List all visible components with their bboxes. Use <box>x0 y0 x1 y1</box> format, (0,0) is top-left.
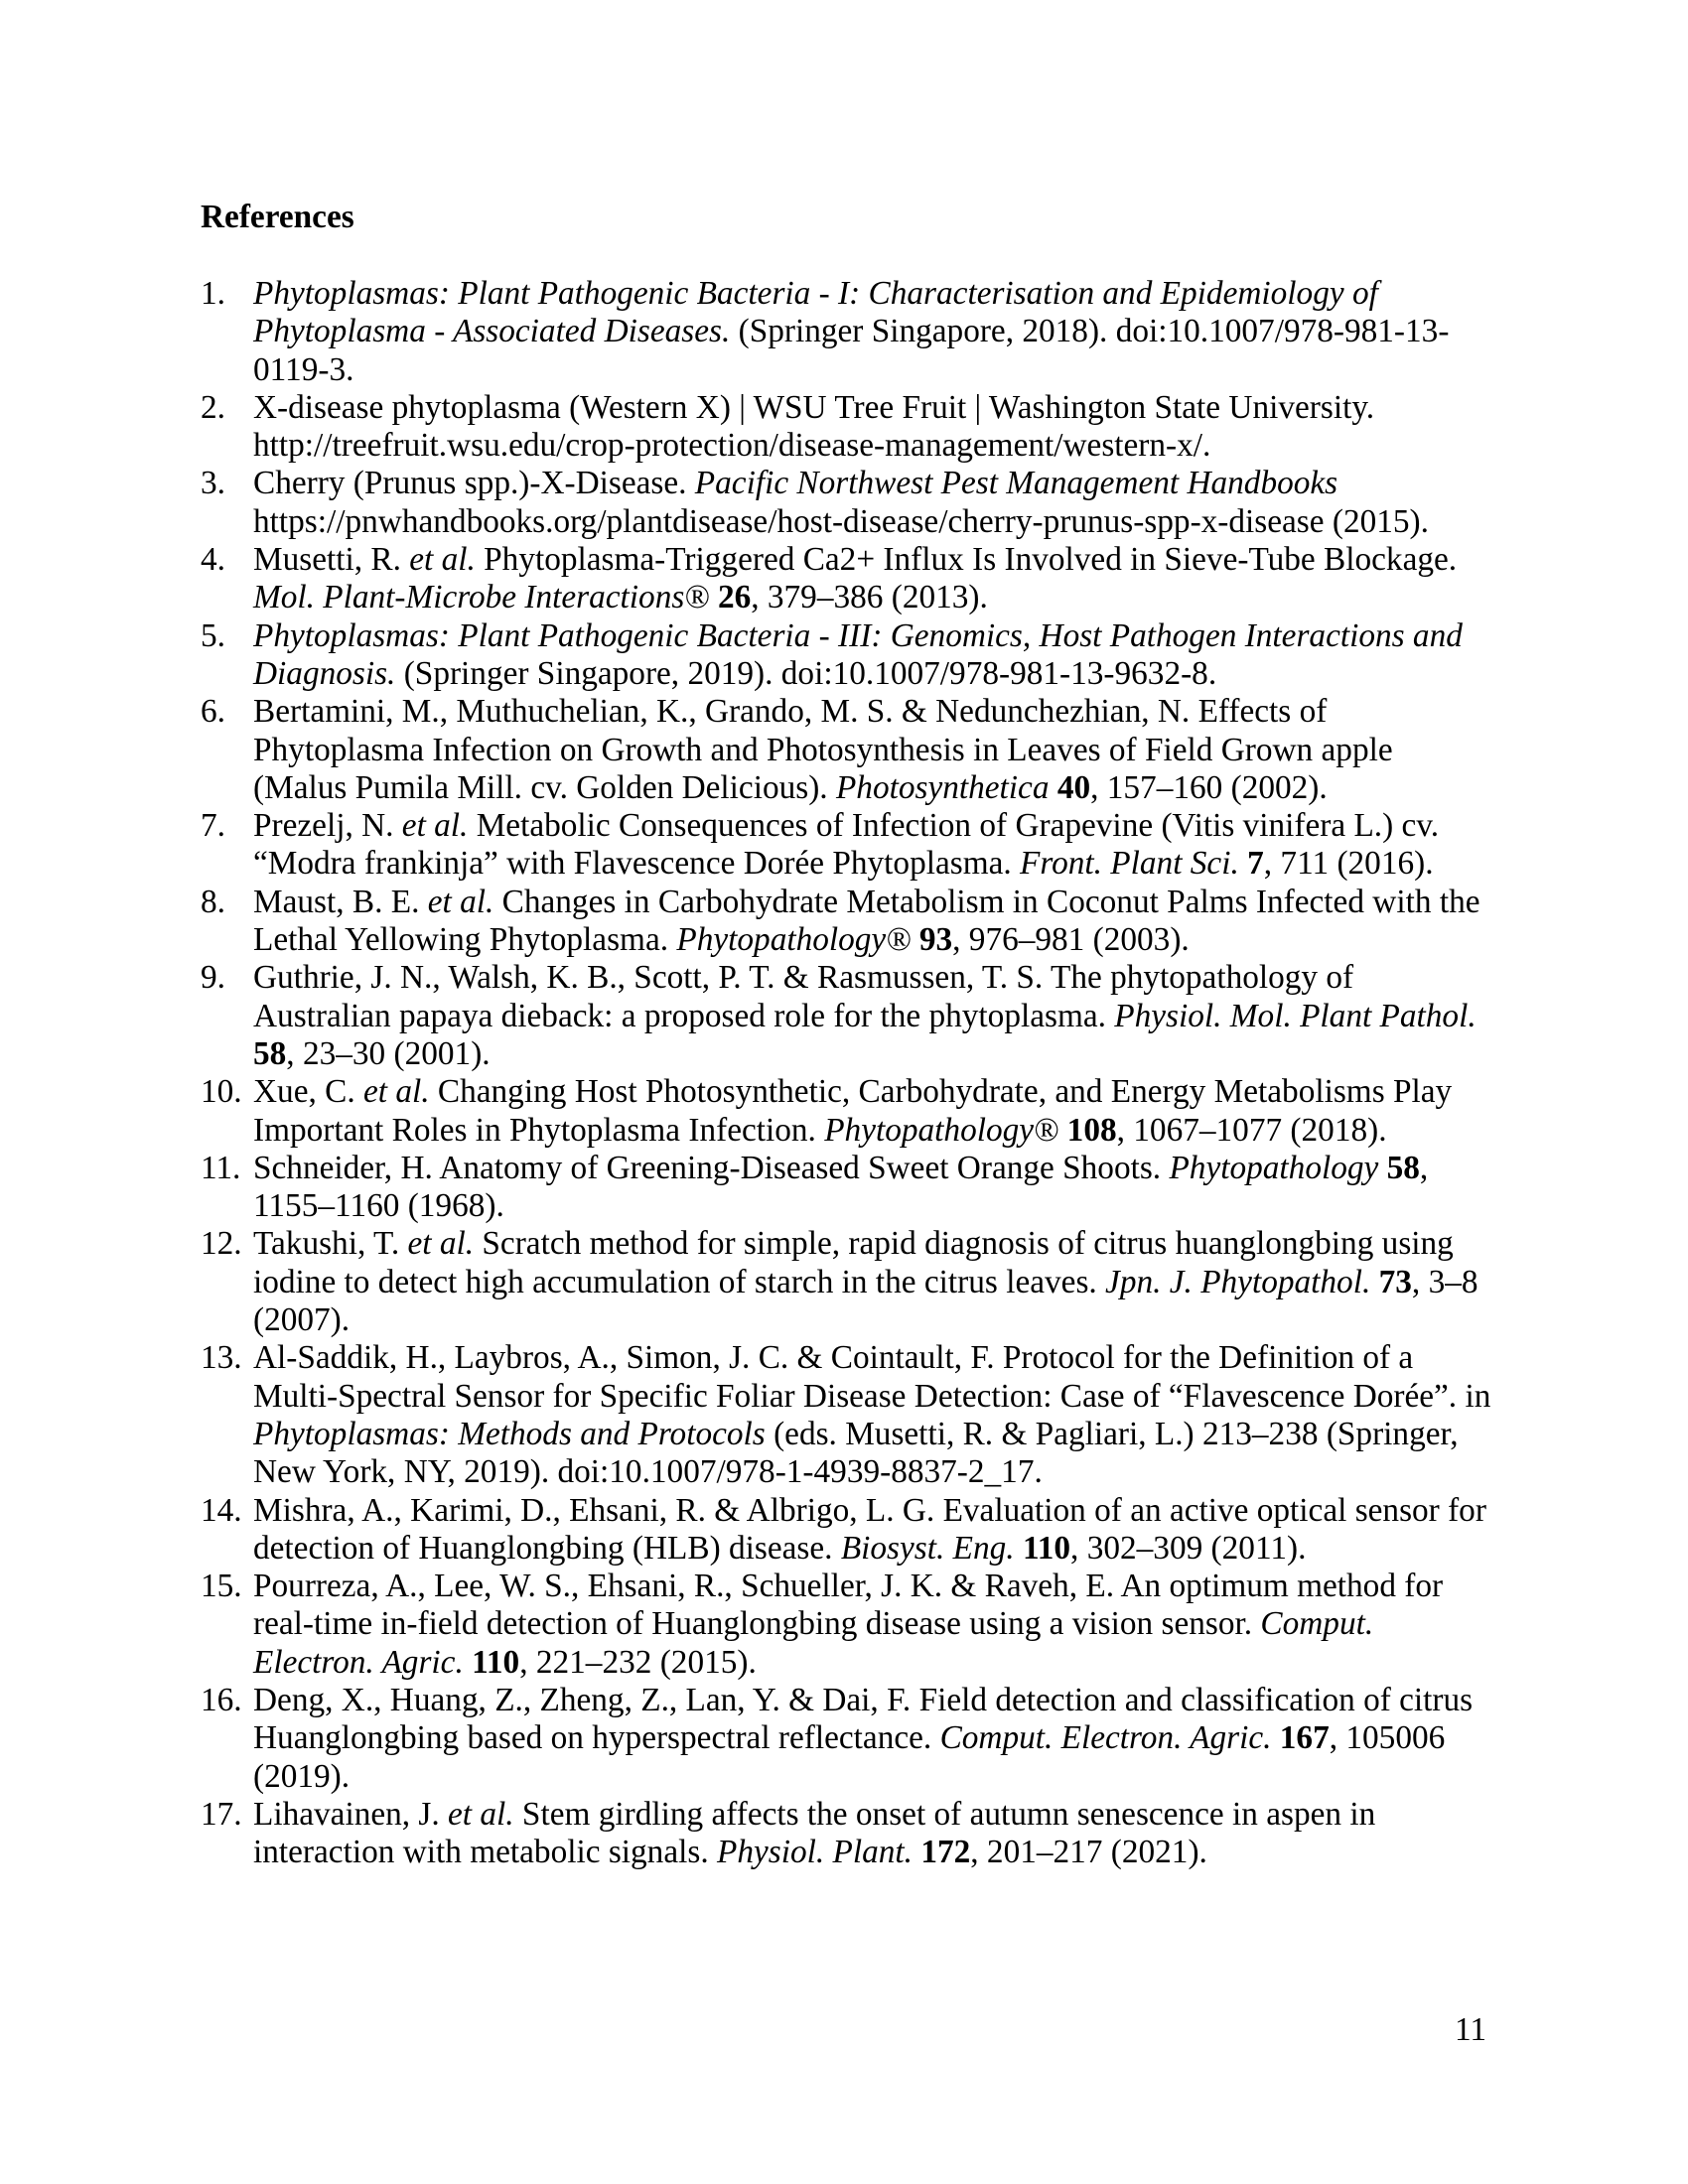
reference-segment: (Springer Singapore, 2019). doi:10.1007/978-981-13-9632-8. <box>395 654 1217 692</box>
reference-item <box>201 1796 1493 1872</box>
reference-segment: 7 <box>1247 845 1264 883</box>
reference-item <box>201 541 1493 617</box>
reference-item <box>201 1225 1493 1339</box>
reference-segment: Takushi, T. <box>253 1225 408 1263</box>
reference-segment: Xue, C. <box>253 1073 363 1111</box>
reference-item <box>201 617 1493 694</box>
reference-segment: Schneider, H. Anatomy of Greening-Diseased Sweet Orange Shoots. <box>253 1149 1170 1186</box>
reference-text <box>253 959 1493 1073</box>
reference-segment: , 23–30 (2001). <box>286 1034 491 1072</box>
reference-list <box>201 275 1493 1871</box>
reference-segment: Maust, B. E. <box>253 883 428 920</box>
reference-number: 17. <box>201 1795 242 1833</box>
reference-segment <box>1239 845 1247 882</box>
reference-segment <box>464 1644 472 1681</box>
reference-segment: 40 <box>1056 768 1091 806</box>
reference-segment: 110 <box>1022 1529 1071 1567</box>
reference-segment: X-disease phytoplasma (Western X) | WSU Tree Fruit | Washington State University. http://treefruit.wsu.edu/crop-protection/disease-management/western-x/. <box>253 388 1375 465</box>
reference-segment: Phytoplasmas: Plant Pathogenic Bacteria - III: Genomics, Host Pathogen Interactions and Diagnosis. <box>253 616 1463 692</box>
reference-item <box>201 807 1493 884</box>
reference-segment: , 302–309 (2011). <box>1070 1529 1307 1567</box>
reference-segment: 172 <box>920 1834 971 1871</box>
reference-text <box>253 465 1493 541</box>
reference-segment: Scratch method for simple, rapid diagnosis of citrus huanglongbing using iodine to detect high accumulation of starch in the citrus leaves. <box>253 1225 1454 1300</box>
reference-segment: 58 <box>1386 1149 1420 1186</box>
page-number: 11 <box>1454 2011 1486 2048</box>
reference-item <box>201 1492 1493 1569</box>
reference-number: 14. <box>201 1491 242 1529</box>
reference-segment: , 1067–1077 (2018). <box>1116 1111 1387 1149</box>
references-heading: References <box>201 199 354 235</box>
reference-text <box>253 1339 1493 1491</box>
reference-number: 11. <box>201 1149 241 1186</box>
reference-segment: et al. <box>427 883 494 920</box>
reference-segment: , 105006 (2019). <box>253 1719 1446 1795</box>
reference-number: 12. <box>201 1225 242 1263</box>
reference-text <box>253 807 1493 884</box>
reference-number: 5. <box>201 616 225 654</box>
reference-text <box>253 884 1493 960</box>
reference-segment: , 157–160 (2002). <box>1090 768 1328 806</box>
reference-segment: 73 <box>1378 1263 1412 1300</box>
reference-segment: 58 <box>253 1034 287 1072</box>
reference-segment: https://pnwhandbooks.org/plantdisease/host-disease/cherry-prunus-spp-x-disease (2015). <box>253 502 1429 540</box>
reference-segment: Phytoplasmas: Methods and Protocols <box>253 1415 766 1452</box>
reference-segment: Musetti, R. <box>253 541 410 579</box>
reference-segment: Prezelj, N. <box>253 807 402 845</box>
reference-segment: Pacific Northwest Pest Management Handbooks <box>694 465 1338 502</box>
reference-text <box>253 617 1493 694</box>
reference-segment: Guthrie, J. N., Walsh, K. B., Scott, P. T. & Rasmussen, T. S. The phytopathology of Australian papaya dieback: a proposed role for the phytoplasma. <box>253 959 1354 1034</box>
reference-number: 15. <box>201 1568 242 1605</box>
reference-segment <box>1271 1719 1279 1756</box>
reference-segment: Physiol. Mol. Plant Pathol. <box>1114 997 1477 1034</box>
reference-text <box>253 1150 1493 1226</box>
reference-segment: Stem girdling affects the onset of autumn senescence in aspen in interaction with metabolic signals. <box>253 1795 1376 1871</box>
reference-segment <box>912 921 919 958</box>
reference-segment <box>1370 1264 1378 1300</box>
reference-segment: et al. <box>407 1225 475 1263</box>
reference-segment: , 201–217 (2021). <box>970 1834 1207 1871</box>
reference-segment: Cherry (Prunus spp.)-X-Disease. <box>253 465 695 502</box>
reference-segment: et al. <box>409 541 476 579</box>
reference-number: 13. <box>201 1339 242 1377</box>
reference-segment: Phytopathology <box>1169 1149 1379 1186</box>
reference-segment: Front. Plant Sci. <box>1020 845 1239 883</box>
reference-item <box>201 1150 1493 1226</box>
reference-segment: Mol. Plant-Microbe Interactions® <box>253 579 710 616</box>
reference-text <box>253 1568 1493 1682</box>
reference-segment: 108 <box>1066 1111 1117 1149</box>
reference-item <box>201 693 1493 807</box>
reference-number: 3. <box>201 465 225 502</box>
reference-segment <box>1058 1112 1066 1149</box>
reference-segment: et al. <box>401 807 469 845</box>
reference-segment: , 221–232 (2015). <box>519 1643 757 1681</box>
reference-segment: Al-Saddik, H., Laybros, A., Simon, J. C. & Cointault, F. Protocol for the Definition of a Multi-Spectral Sensor for Specific Foliar Disease Detection: Case of “Flavescence Dorée”. in <box>253 1339 1491 1415</box>
reference-segment <box>1015 1530 1023 1567</box>
reference-number: 10. <box>201 1073 242 1111</box>
reference-item <box>201 1682 1493 1796</box>
reference-segment: Bertamini, M., Muthuchelian, K., Grando, M. S. & Nedunchezhian, N. Effects of Phytoplasma Infection on Growth and Photosynthesis in Leaves of Field Grown apple (Malus Pumila Mill. cv. Golden Delicious). <box>253 693 1393 806</box>
reference-segment <box>1378 1150 1386 1186</box>
reference-segment: et al. <box>448 1795 514 1833</box>
reference-segment: (eds. Musetti, R. & Pagliari, L.) 213–238 (Springer, New York, NY, 2019). doi:10.1007/978-1-4939-8837-2_17. <box>253 1415 1459 1491</box>
reference-segment: , 3–8 (2007). <box>253 1263 1478 1339</box>
reference-number: 2. <box>201 388 225 426</box>
reference-text <box>253 1796 1493 1872</box>
reference-segment: (Springer Singapore, 2018). doi:10.1007/978-981-13-0119-3. <box>253 313 1450 388</box>
reference-number: 7. <box>201 807 225 845</box>
reference-segment: Biosyst. Eng. <box>840 1529 1015 1567</box>
reference-item <box>201 275 1493 389</box>
reference-segment: Pourreza, A., Lee, W. S., Ehsani, R., Schueller, J. K. & Raveh, E. An optimum method for real-time in-field detection of Huanglongbing disease using a vision sensor. <box>253 1568 1444 1643</box>
reference-segment <box>710 579 718 615</box>
reference-number: 8. <box>201 883 225 920</box>
reference-segment: , 1155–1160 (1968). <box>253 1149 1429 1225</box>
reference-text <box>253 1073 1493 1150</box>
reference-segment <box>1049 769 1056 806</box>
reference-item <box>201 465 1493 541</box>
reference-segment: Mishra, A., Karimi, D., Ehsani, R. & Albrigo, L. G. Evaluation of an active optical sensor for detection of Huanglongbing (HLB) disease. <box>253 1491 1486 1567</box>
reference-segment: Comput. Electron. Agric. <box>253 1605 1374 1681</box>
reference-text <box>253 1492 1493 1569</box>
reference-item <box>201 1339 1493 1491</box>
reference-number: 9. <box>201 959 225 997</box>
reference-segment: 110 <box>472 1643 520 1681</box>
reference-item <box>201 1568 1493 1682</box>
reference-segment: Metabolic Consequences of Infection of Grapevine (Vitis vinifera L.) cv. “Modra frankinja” with Flavescence Dorée Phytoplasma. <box>253 807 1440 883</box>
reference-text <box>253 389 1493 466</box>
reference-segment: Photosynthetica <box>835 768 1050 806</box>
reference-text <box>253 693 1493 807</box>
reference-number: 1. <box>201 275 225 312</box>
reference-text <box>253 1225 1493 1339</box>
reference-segment: Changes in Carbohydrate Metabolism in Coconut Palms Infected with the Lethal Yellowing Phytoplasma. <box>253 883 1480 959</box>
reference-segment: Physiol. Plant. <box>716 1834 913 1871</box>
reference-number: 16. <box>201 1681 242 1718</box>
reference-segment: Phytoplasmas: Plant Pathogenic Bacteria - I: Characterisation and Epidemiology of Phytoplasma - Associated Diseases. <box>253 275 1378 350</box>
reference-segment: 167 <box>1279 1719 1330 1757</box>
reference-segment: Lihavainen, J. <box>253 1795 449 1833</box>
reference-segment: et al. <box>362 1073 430 1111</box>
reference-segment: , 976–981 (2003). <box>952 921 1190 959</box>
reference-segment: Jpn. J. Phytopathol. <box>1105 1263 1371 1300</box>
reference-segment: , 379–386 (2013). <box>751 579 988 616</box>
reference-segment: Deng, X., Huang, Z., Zheng, Z., Lan, Y. & Dai, F. Field detection and classification of citrus Huanglongbing based on hyperspectral reflectance. <box>253 1681 1474 1757</box>
reference-segment: 26 <box>717 579 752 616</box>
reference-item <box>201 884 1493 960</box>
reference-segment: Phytopathology® <box>676 921 912 959</box>
reference-number: 4. <box>201 541 225 579</box>
reference-segment: 93 <box>918 921 953 959</box>
reference-text <box>253 1682 1493 1796</box>
reference-text <box>253 275 1493 389</box>
reference-segment: , 711 (2016). <box>1263 845 1434 883</box>
reference-segment: Changing Host Photosynthetic, Carbohydrate, and Energy Metabolisms Play Important Roles in Phytoplasma Infection. <box>253 1073 1453 1149</box>
reference-text <box>253 541 1493 617</box>
reference-segment: Comput. Electron. Agric. <box>939 1719 1272 1757</box>
reference-item <box>201 959 1493 1073</box>
reference-number: 6. <box>201 693 225 731</box>
reference-item <box>201 389 1493 466</box>
reference-item <box>201 1073 1493 1150</box>
reference-segment: Phytopathology® <box>824 1111 1059 1149</box>
reference-segment: Phytoplasma-Triggered Ca2+ Influx Is Involved in Sieve-Tube Blockage. <box>475 541 1458 579</box>
